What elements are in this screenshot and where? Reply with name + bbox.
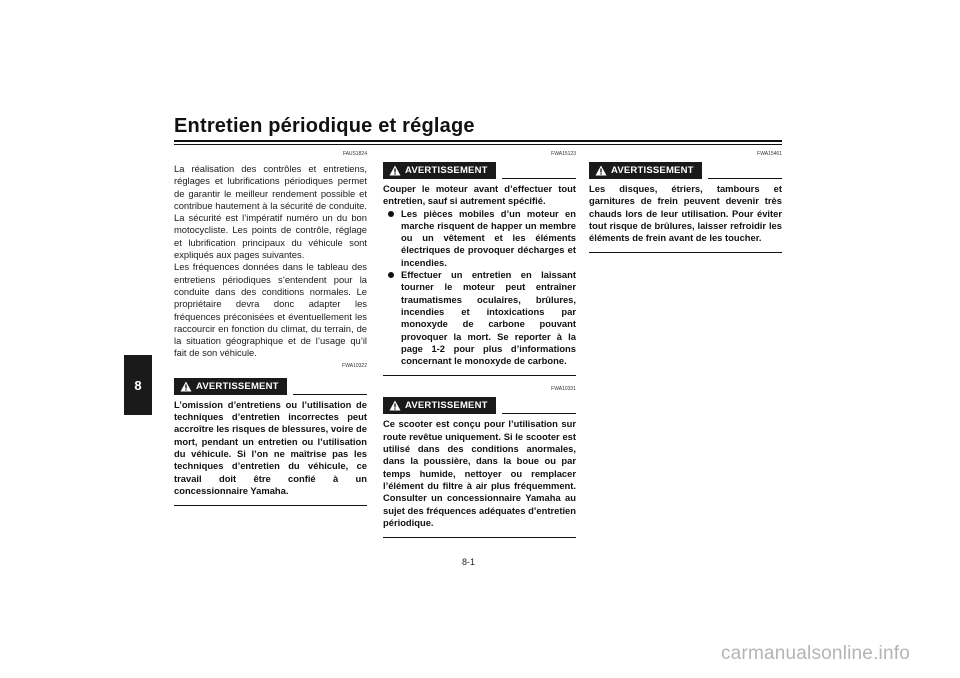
warning-rule	[708, 178, 782, 179]
list-item-text: Les pièces mobiles d’un moteur en marche risquent de happer un membre ou un vêtement et les éléments électriques de provoquer décharges et incendies.	[401, 207, 576, 268]
warning-label: AVERTISSEMENT	[196, 380, 279, 392]
warning-text	[383, 183, 576, 367]
warning-label: AVERTISSEMENT	[405, 165, 488, 176]
page-number: 8-1	[462, 557, 476, 567]
warning-text	[383, 418, 576, 529]
warning-badge	[174, 378, 287, 395]
warning-header	[383, 159, 576, 179]
column-1	[174, 150, 367, 506]
warning-code: FWA10331	[551, 386, 576, 393]
warning-paragraph: Ce scooter est conçu pour l’utilisation sur route revêtue uniquement. Si le scooter est utilisé dans des conditions anormales, dans la poussière, dans la boue ou par temps humide, nettoyer ou remplacer l’élément du filtre à air plus fréquemment. Consulter un concessionnaire Yamaha au sujet des fréquences adéquates d’entretien périodique.	[383, 418, 576, 528]
warning-end-rule	[589, 252, 782, 253]
warning-triangle-icon	[595, 165, 607, 176]
warning-badge	[383, 397, 496, 414]
frequency-paragraph: Les fréquences données dans le tableau des entretiens périodiques s’entendent pour la conduite dans des conditions normales. Le propriétaire devra donc adapter les fréquences préconisées et éventuellement les raccourcir en fonction du climat, du terrain, de la situation géographique et de l’usage qu’il fait de son véhicule.	[174, 261, 367, 359]
list-item	[383, 269, 576, 367]
chapter-tab: 8	[124, 355, 152, 415]
warning-label: AVERTISSEMENT	[611, 165, 694, 176]
warning-bullet-list	[383, 208, 576, 368]
warning-paragraph: Les disques, étriers, tambours et garnitures de frein peuvent devenir très chauds lors de leur utilisation. Pour éviter tout risque de brûlures, laisser refroidir les éléments de frein avant de les toucher.	[589, 183, 782, 244]
warning-text	[589, 183, 782, 244]
warning-code: FWA10322	[342, 362, 367, 369]
warning-triangle-icon	[389, 400, 401, 411]
page-title: Entretien périodique et réglage	[174, 115, 475, 137]
warning-badge	[589, 162, 702, 179]
intro-paragraph: La réalisation des contrôles et entretiens, réglages et lubrifications périodiques permet de garantir le meilleur rendement possible et contribue hautement à la sécurité de conduite. La sécurité est l’impératif numéro un du bon motocycliste. Les points de contrôle, réglage et lubrification principaux du véhicule sont expliqués aux pages suivantes.	[174, 163, 367, 261]
warning-triangle-icon	[180, 381, 192, 392]
column-3	[589, 150, 782, 253]
list-item-text: Effectuer un entretien en laissant tourner le moteur peut entraîner traumatismes oculaires, brûlures, incendies et intoxications par monoxyde de carbone pouvant provoquer la mort. Se reporter à la page 1-2 pour plus d’informations concernant le monoxyde de carbone.	[401, 269, 576, 367]
warning-rule	[502, 413, 576, 414]
reference-code: FAUS1824	[342, 151, 367, 157]
column-2	[383, 150, 576, 538]
list-item	[383, 208, 576, 269]
warning-badge	[383, 162, 496, 179]
header-rule	[174, 140, 782, 142]
bullet-icon	[388, 211, 394, 217]
warning-rule	[502, 178, 576, 179]
warning-label: AVERTISSEMENT	[405, 400, 488, 412]
watermark: carmanualsonline.info	[720, 643, 910, 664]
warning-header	[174, 375, 367, 395]
warning-rule	[293, 394, 367, 395]
warning-paragraph: L’omission d’entretiens ou l’utilisation de techniques d’entretien incorrectes peut accroître les risques de blessures, voire de mort, pendant un entretien ou l’utilisation du véhicule. Si l’on ne maîtrise pas les techniques d’entretien du véhicule, ce travail doit être confié à un concessionnaire Yamaha.	[174, 398, 367, 496]
warning-text	[174, 399, 367, 497]
header-rule-thin	[174, 144, 782, 145]
warning-header	[383, 394, 576, 414]
warning-code: FWA15461	[757, 151, 782, 157]
bullet-icon	[388, 272, 394, 278]
warning-end-rule	[383, 375, 576, 376]
warning-code: FWA15123	[551, 151, 576, 157]
warning-header	[589, 159, 782, 179]
warning-triangle-icon	[389, 165, 401, 176]
warning-intro: Couper le moteur avant d’effectuer tout entretien, sauf si autrement spécifié.	[383, 183, 576, 207]
warning-end-rule	[174, 505, 367, 506]
warning-end-rule	[383, 537, 576, 538]
